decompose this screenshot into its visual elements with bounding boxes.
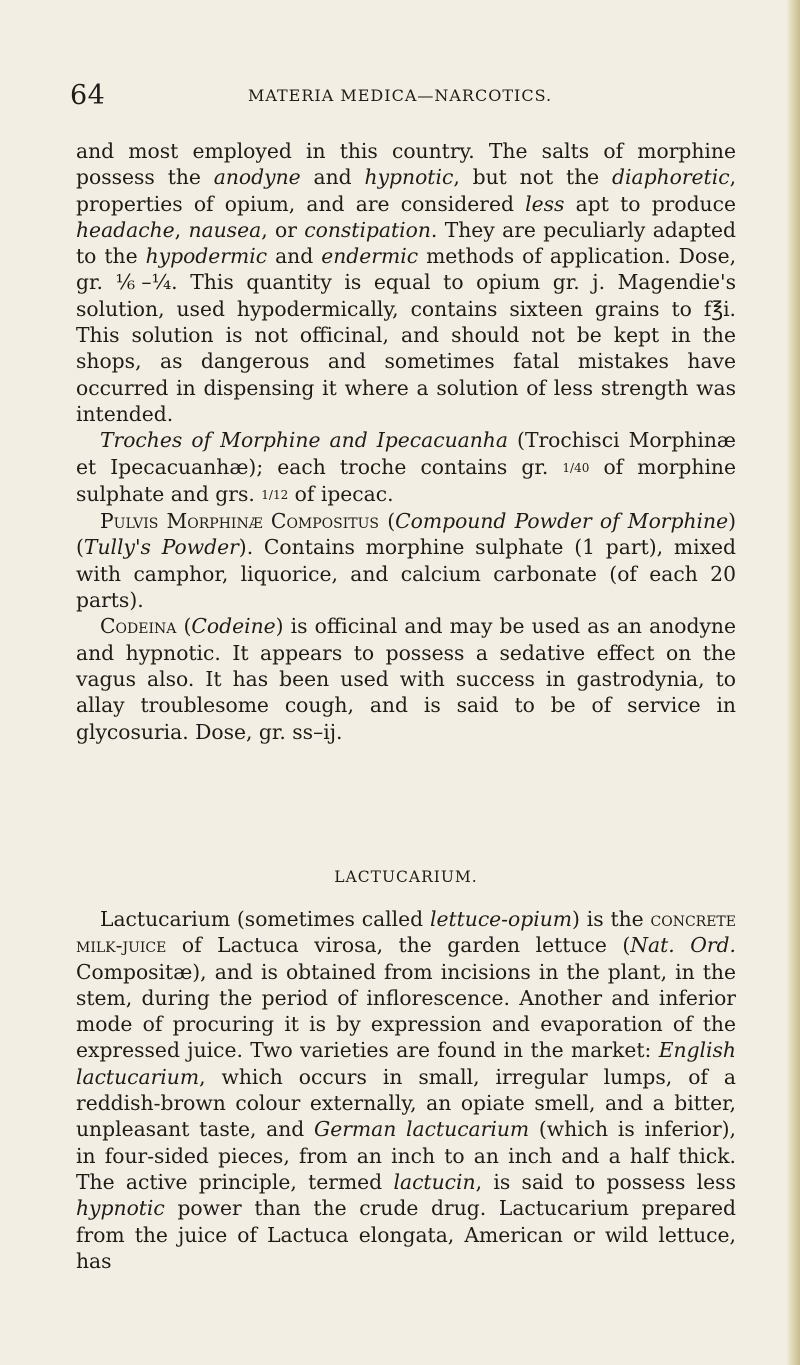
paragraph-morphine-salts: and most employed in this country. The salts of morphine possess the anodyne and hypnotic, but not the diaphoretic, properties of opium, and are considered less apt to produce headache, nausea, or constipation. They are peculiarly adapted to the hypodermic and endermic methods of application. Dose, gr. ⅙–¼. This quantity is equal to opium gr. j. Magendie's solution, used hypodermically, contains sixteen grains to f℥i. This solution is not officinal, and should not be kept in the shops, as dangerous and sometimes fatal mistakes have occurred in dispensing it where a solution of less strength was intended. [76, 139, 737, 426]
paragraph-lactucarium: Lactucarium (sometimes called lettuce-opium) is the concrete milk-juice of Lactuca virosa, the garden lettuce (Nat. Ord. Compositæ), and is obtained from incisions in the plant, in the stem, during the period of inflorescence. Another and inferior mode of procuring it is by expression and evaporation of the expressed juice. Two varieties are found in the market: English lactucarium, which occurs in small, irregular lumps, of a reddish-brown colour externally, an opiate smell, and a bitter, unpleasant taste, and German lactucarium (which is inferior), in four-sided pieces, from an inch to an inch and a half thick. The active principle, termed lactucin, is said to possess less hypnotic power than the crude drug. Lactucarium prepared from the juice of Lactuca elongata, American or wild lettuce, has [76, 907, 736, 1273]
codeina-title: Codeina [100, 614, 177, 639]
running-head: MATERIA MEDICA—NARCOTICS. [247, 86, 553, 105]
section-heading-lactucarium: LACTUCARIUM. [334, 868, 478, 886]
troches-title: Troches of Morphine and Ipecacuanha [100, 428, 508, 453]
paragraph-troches: Troches of Morphine and Ipecacuanha (Trochisci Morphinæ et Ipecacuanhæ); each troche contains gr. 1/40 of morphine sulphate and grs. 1/12 of ipecac. [76, 428, 736, 506]
page-edge [786, 0, 800, 1365]
body-text-lactucarium [76, 906, 736, 1274]
paragraph-codeina: Codeina (Codeine) is officinal and may be used as an anodyne and hypnotic. It appears to possess a sedative effect on the vagus also. It has been used with success in gastrodynia, to allay troublesome cough, and is said to be of service in glycosuria. Dose, gr. ss–ij. [76, 614, 736, 744]
paragraph-pulvis: Pulvis Morphinæ Compositus (Compound Powder of Morphine) (Tully's Powder). Contains morphine sulphate (1 part), mixed with camphor, liquorice, and calcium carbonate (of each 20 parts). [76, 509, 736, 613]
page-number: 64 [70, 80, 106, 111]
pulvis-title: Pulvis Morphinæ Compositus [100, 509, 380, 534]
page-header [70, 80, 730, 116]
body-text-top [76, 138, 736, 745]
